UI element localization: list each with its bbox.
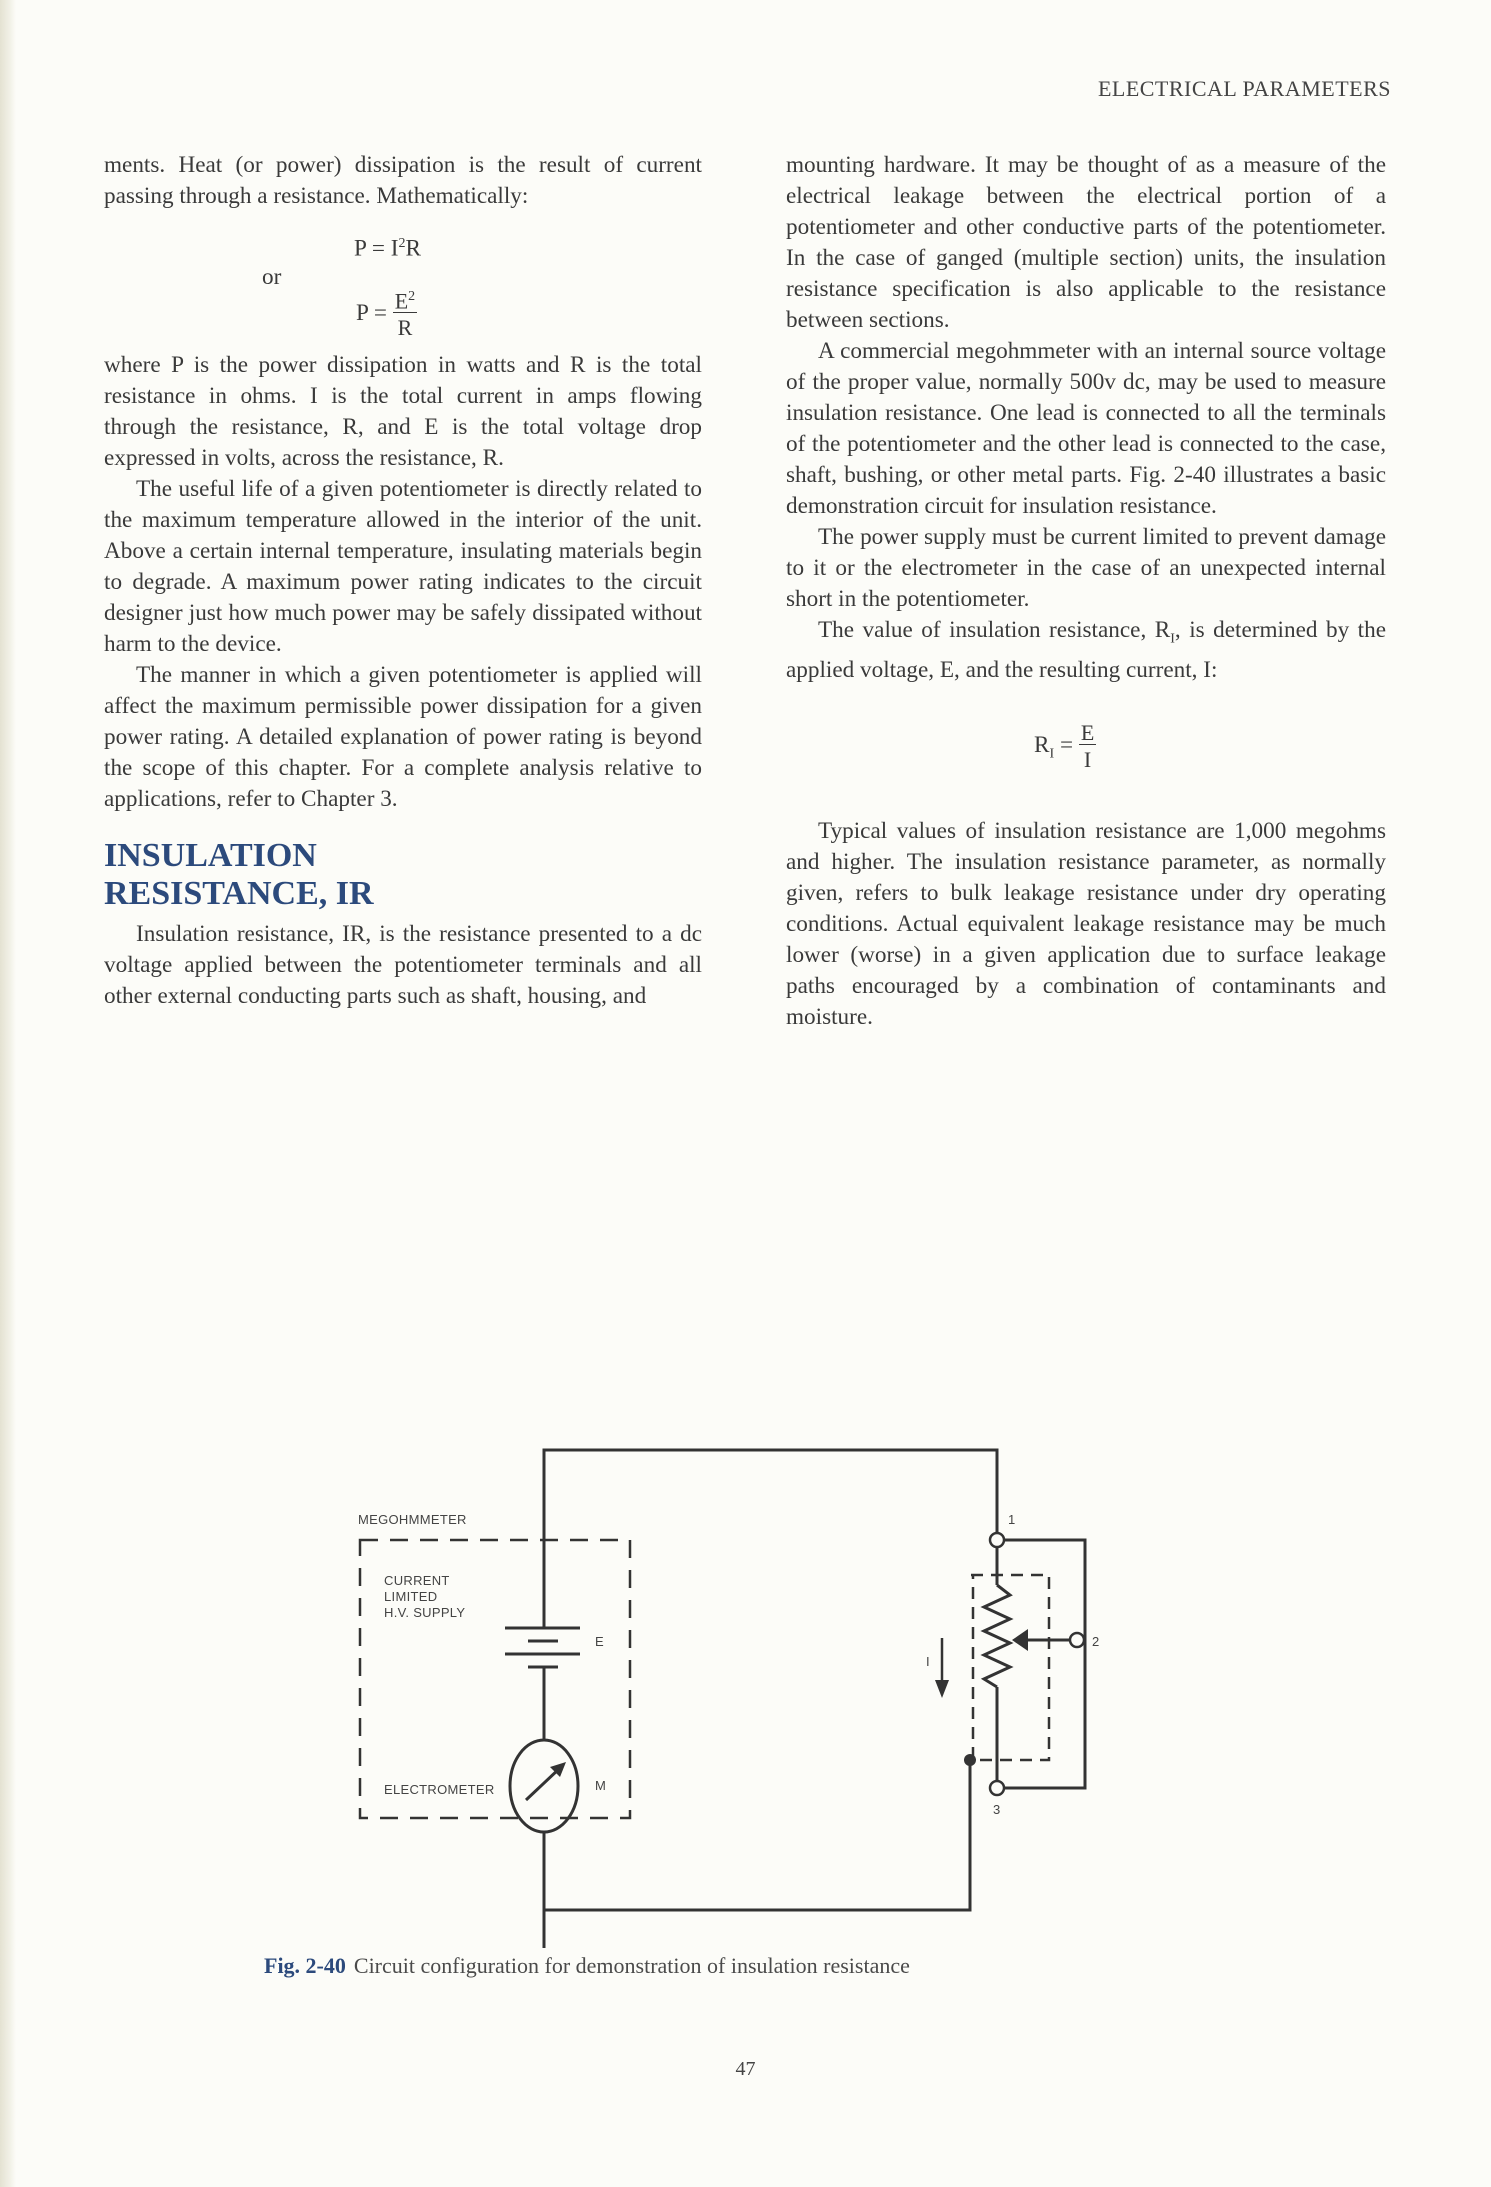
- or-label: or: [262, 264, 282, 290]
- fraction-e2-r: $\frac{E^2}{R}$: [394, 288, 416, 341]
- left-column: [104, 150, 702, 1012]
- return-wire: [544, 1762, 970, 1910]
- paragraph-typical-values: Typical values of insulation resistance are 1,000 megohms and higher. The insulation resistance parameter, as normally given, refers to bulk leakage resistance under dry operating conditions. Actual equivalent leakage resistance may be much lower (worse) in a given application due to surface leakage paths encouraged by a combination of contaminants and moisture.: [786, 817, 1386, 1030]
- equation-ri-e-over-i: $R_I$ = $\frac{E}{I}$: [1034, 719, 1095, 772]
- resistor-element-zigzag: [984, 1585, 1010, 1687]
- power-equations: [104, 212, 702, 350]
- equation-p-e2-over-r: P = $\frac{E^2}{R}$: [356, 288, 416, 341]
- figure-caption: [264, 1953, 910, 1979]
- paragraph-useful-life: The useful life of a given potentiometer is directly related to the maximum temperature allowed in the interior of the unit. Above a certain internal temperature, insulating materials begin to degrade. A maximum power rating indicates to the circuit designer just how much power may be safely dissipated without harm to the device.: [104, 476, 702, 657]
- paragraph-ir-definition: Insulation resistance, IR, is the resistance presented to a dc voltage applied between the potentiometer terminals and all other external conducting parts such as shaft, housing, and: [104, 921, 702, 1009]
- paragraph-ir-value: The value of insulation resistance, $R_I$, is determined by the applied voltage, E, and the resulting current, I:: [786, 617, 1386, 683]
- label-current-i: I: [926, 1654, 930, 1669]
- terminal-1-bridge-wire: [1005, 1540, 1085, 1788]
- label-terminal-2: 2: [1092, 1634, 1100, 1649]
- paragraph-megohmmeter: A commercial megohmmeter with an internal source voltage of the proper value, normally 500v dc, may be used to measure insulation resistance. One lead is connected to all the terminals of the potentiometer and the other lead is connected to the case, shaft, bushing, or other metal parts. Fig. 2-40 illustrates a basic demonstration circuit for insulation resistance.: [786, 338, 1386, 519]
- terminal-3-icon: [990, 1781, 1004, 1795]
- figure-number: Fig. 2-40: [264, 1953, 346, 1978]
- label-megohmmeter: MEGOHMMETER: [358, 1512, 467, 1527]
- label-limited: LIMITED: [384, 1589, 438, 1604]
- terminal-1-icon: [990, 1533, 1004, 1547]
- fraction-e-i: $\frac{E}{I}$: [1080, 719, 1095, 772]
- paragraph-power-rating: The manner in which a given potentiometer is applied will affect the maximum permissible power dissipation for a given power rating. A detailed explanation of power rating is beyond the scope of this chapter. For a complete analysis relative to applications, refer to Chapter 3.: [104, 662, 702, 812]
- page-number: 47: [735, 2058, 756, 2080]
- terminal-2-icon: [1070, 1633, 1084, 1647]
- section-heading-insulation-resistance: INSULATION RESISTANCE, IR: [104, 837, 374, 912]
- label-hv-supply: H.V. SUPPLY: [384, 1605, 466, 1620]
- circuit-diagram-fig-2-40: [330, 1400, 1100, 1880]
- right-column: [786, 150, 1386, 1033]
- label-terminal-1: 1: [1008, 1512, 1016, 1527]
- label-terminal-3: 3: [993, 1802, 1001, 1817]
- paragraph-power-supply: The power supply must be current limited to prevent damage to it or the electrometer in the case of an unexpected internal short in the potentiometer.: [786, 524, 1386, 612]
- paragraph-mounting-hardware: mounting hardware. It may be thought of as a measure of the electrical leakage between the electrical portion of a potentiometer and other conductive parts of the potentiometer. In the case of ganged (multiple section) units, the insulation resistance specification is also applicable to the resistance between sections.: [786, 152, 1386, 333]
- housing-junction-dot-icon: [964, 1754, 976, 1766]
- running-head: ELECTRICAL PARAMETERS: [1097, 76, 1391, 101]
- wiper-arrowhead-icon: [1012, 1629, 1028, 1651]
- label-electrometer: ELECTROMETER: [384, 1782, 495, 1797]
- page-binding-edge: [0, 0, 16, 2187]
- label-voltage-e: E: [595, 1634, 604, 1649]
- equation-p-i2r: $P = I^2R$: [354, 235, 421, 262]
- meter-needle: [526, 1768, 560, 1800]
- current-arrowhead-icon: [935, 1680, 949, 1698]
- label-current: CURRENT: [384, 1573, 450, 1588]
- figure-caption-text: Circuit configuration for demonstration of insulation resistance: [353, 1953, 910, 1978]
- paragraph-power-intro: ments. Heat (or power) dissipation is the result of current passing through a resistance. Mathematically:: [104, 152, 702, 209]
- label-meter-m: M: [595, 1778, 607, 1793]
- paragraph-variable-definitions: where P is the power dissipation in watts and R is the total resistance in ohms. I is the total current in amps flowing through the resistance, R, and E is the total voltage drop expressed in volts, across the resistance, R.: [104, 352, 702, 471]
